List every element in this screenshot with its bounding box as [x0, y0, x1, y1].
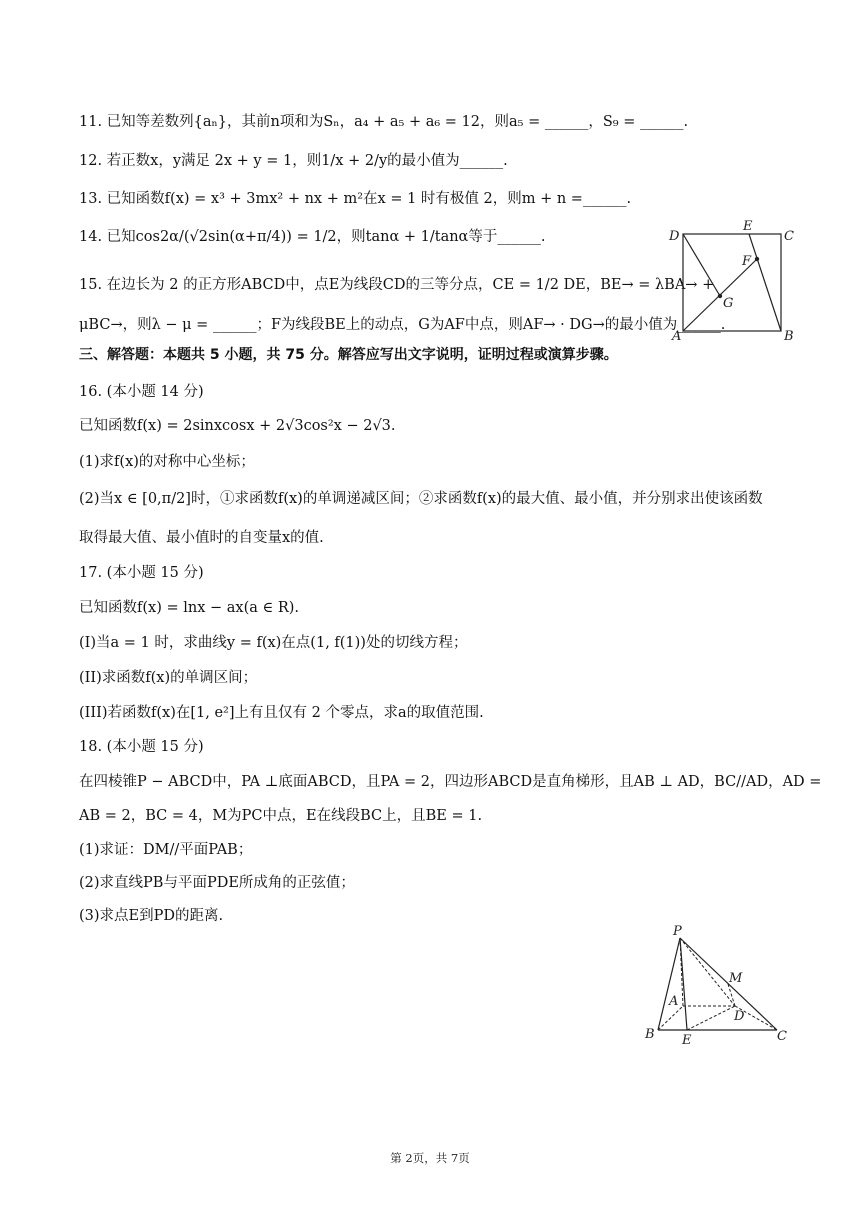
q16-part2b: 取得最大值、最小值时的自变量x的值. [79, 530, 324, 546]
q18-part2: (2)求直线PB与平面PDE所成角的正弦值； [79, 875, 355, 891]
q17-part3: (III)若函数f(x)在[1, e²]上有且仅有 2 个零点，求a的取值范围. [79, 705, 484, 721]
section-heading: 三、解答题：本题共 5 小题，共 75 分。解答应写出文字说明，证明过程或演算步骤。 [79, 347, 618, 363]
label-A2: A [669, 994, 679, 1009]
q16-part2a: (2)当x ∈ [0,π/2]时，①求函数f(x)的单调递减区间；②求函数f(x)的最大值、最小值，并分别求出使该函数 [79, 491, 763, 507]
label-E: E [743, 219, 753, 234]
q18-part3: (3)求点E到PD的距离. [79, 908, 224, 924]
line-q15a: 15. 在边长为 2 的正方形ABCD中，点E为线段CD的三等分点，CE = 1/2 DE，BE→ = λBA→ + [79, 277, 715, 293]
pyramid-figure [640, 920, 800, 1050]
label-D: D [669, 229, 680, 244]
page-footer: 第 2页，共 7页 [390, 1151, 470, 1165]
line-q13: 13. 已知函数f(x) = x³ + 3mx² + nx + m²在x = 1 时有极值 2，则m + n =______. [79, 191, 632, 207]
label-A: A [672, 329, 682, 344]
label-B2: B [645, 1027, 655, 1042]
q18-stem-b: AB = 2，BC = 4，M为PC中点，E在线段BC上，且BE = 1. [79, 808, 483, 824]
q17-header: 17. (本小题 15 分) [79, 565, 204, 581]
line-q12: 12. 若正数x，y满足 2x + y = 1，则1/x + 2/y的最小值为______. [79, 153, 508, 169]
label-M: M [729, 971, 743, 986]
square-figure [665, 215, 805, 345]
label-P: P [673, 924, 682, 939]
q18-header: 18. (本小题 15 分) [79, 739, 204, 755]
label-G: G [723, 296, 734, 311]
label-C: C [784, 229, 794, 244]
label-F: F [742, 254, 752, 269]
label-B: B [784, 329, 794, 344]
q18-stem-a: 在四棱锥P − ABCD中，PA ⊥底面ABCD，且PA = 2，四边形ABCD是直角梯形，且AB ⊥ AD，BC//AD，AD = [79, 774, 822, 790]
q17-part1: (I)当a = 1 时，求曲线y = f(x)在点(1, f(1))处的切线方程； [79, 635, 468, 651]
q16-stem: 已知函数f(x) = 2sinxcosx + 2√3cos²x − 2√3. [79, 418, 396, 434]
q17-stem: 已知函数f(x) = lnx − ax(a ∈ R). [79, 600, 300, 616]
q18-part1: (1)求证：DM//平面PAB； [79, 842, 253, 858]
line-q11: 11. 已知等差数列{aₙ}，其前n项和为Sₙ，a₄ + a₅ + a₆ = 12，则a₅ = ______，S₉ = ______. [79, 114, 689, 130]
label-E2: E [682, 1033, 692, 1048]
label-C2: C [777, 1029, 787, 1044]
label-D2: D [734, 1009, 745, 1024]
line-q15b: μBC→，则λ − μ = ______；F为线段BE上的动点，G为AF中点，则AF→ · DG→的最小值为______. [79, 317, 726, 333]
q16-part1: (1)求f(x)的对称中心坐标； [79, 454, 255, 470]
q16-header: 16. (本小题 14 分) [79, 384, 204, 400]
q17-part2: (II)求函数f(x)的单调区间； [79, 670, 258, 686]
line-q14: 14. 已知cos2α/(√2sin(α+π/4)) = 1/2，则tanα + 1/tanα等于______. [79, 229, 546, 245]
